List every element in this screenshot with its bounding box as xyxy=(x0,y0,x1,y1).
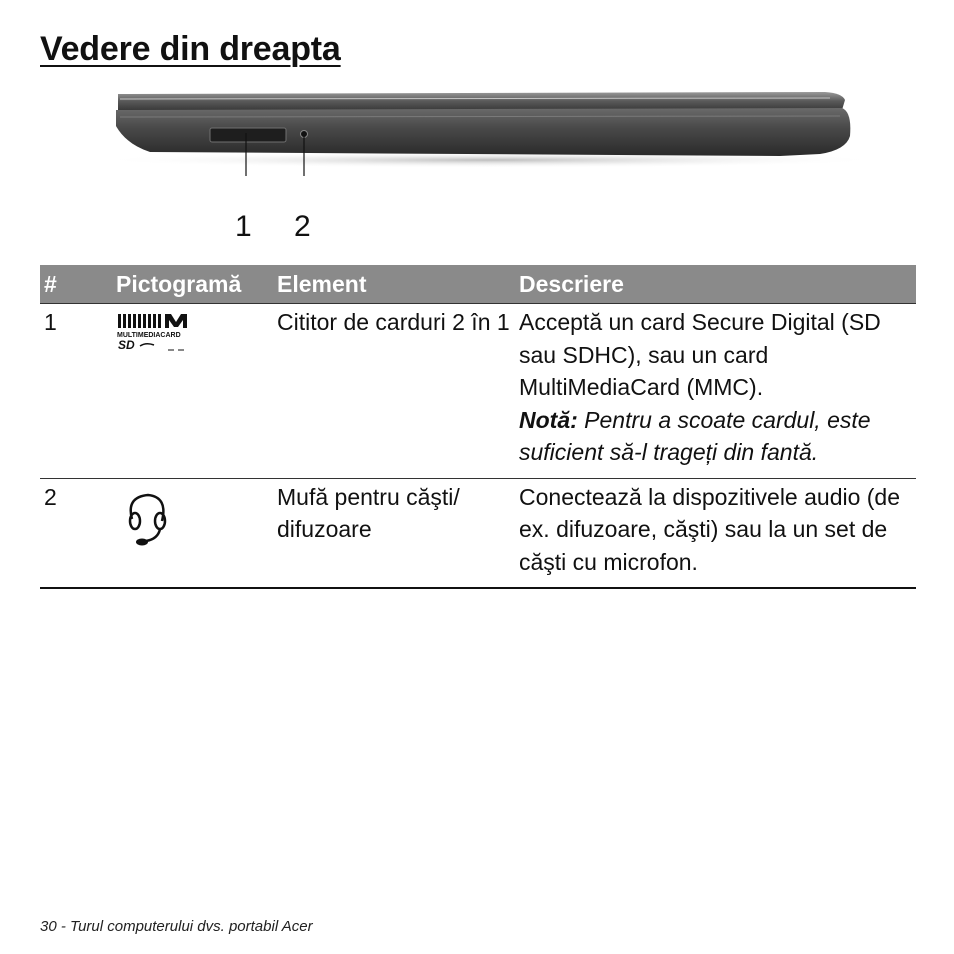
row-description: Conectează la dispozitivele audio (de ex. difuzoare, căşti) sau la un set de căşti cu microfon. xyxy=(515,478,916,588)
row-element: Mufă pentru căşti/ difuzoare xyxy=(273,478,515,588)
table-row xyxy=(40,304,916,479)
row-num: 2 xyxy=(40,478,112,588)
row-description xyxy=(515,304,916,479)
page-footer: 30 - Turul computerului dvs. portabil Acer xyxy=(40,918,313,935)
headset-microphone-icon xyxy=(112,478,273,588)
table-row xyxy=(40,478,916,588)
description-text: Acceptă un card Secure Digital (SD sau SDHC), sau un card MultiMediaCard (MMC). xyxy=(519,309,881,400)
header-icon: Pictogramă xyxy=(112,265,273,304)
callout-2: 2 xyxy=(294,210,311,243)
note-label: Notă: xyxy=(519,406,578,433)
header-description: Descriere xyxy=(515,265,916,304)
row-num: 1 xyxy=(40,304,112,479)
callout-1: 1 xyxy=(235,210,252,243)
table-header-row xyxy=(40,265,916,304)
ports-table xyxy=(40,265,916,589)
row-element: Cititor de carduri 2 în 1 xyxy=(273,304,515,479)
note-text: Pentru a scoate cardul, este suficient să-l trageți din fantă. xyxy=(519,406,871,465)
laptop-right-side-illustration xyxy=(90,86,880,176)
header-num: # xyxy=(40,265,112,304)
mmc-icon-text: MULTIMEDIACARD xyxy=(117,332,181,339)
svg-text:SD: SD xyxy=(118,338,135,352)
header-element: Element xyxy=(273,265,515,304)
page-title: Vedere din dreapta xyxy=(40,30,341,68)
multimediacard-sd-icon xyxy=(112,304,273,479)
